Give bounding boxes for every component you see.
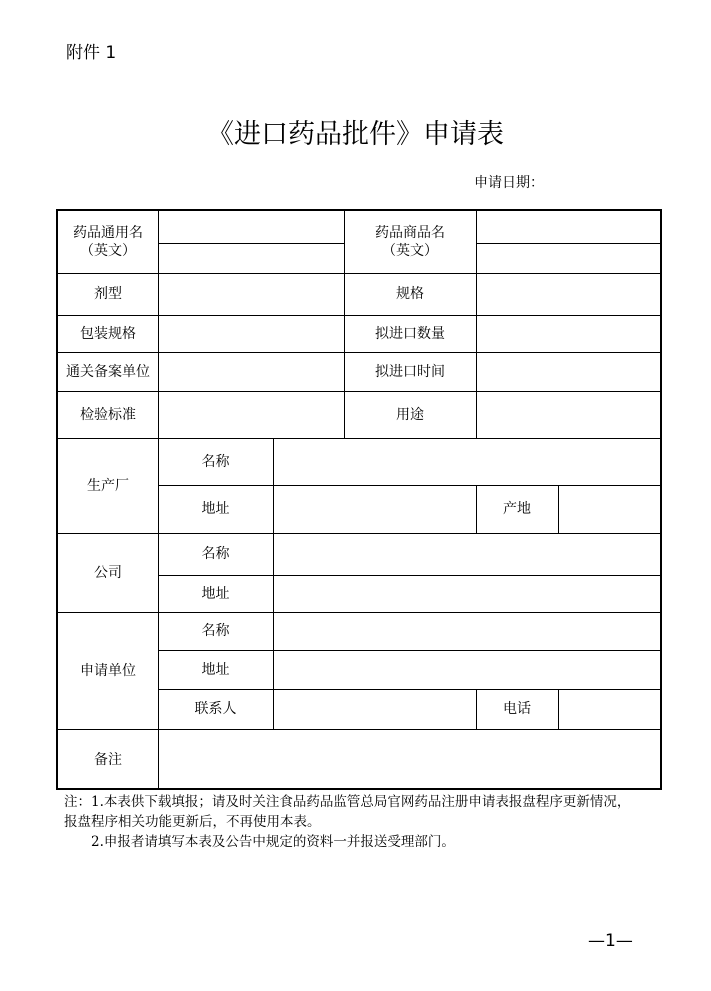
trade-name-en-text: （英文） (382, 243, 438, 259)
phone-input[interactable] (560, 691, 661, 728)
contact-person-input[interactable] (275, 691, 475, 728)
application-date-label: 申请日期： (474, 175, 544, 191)
manufacturer-label: 生产厂 (87, 477, 129, 494)
usage-label: 用途 (396, 406, 424, 423)
package-spec-input[interactable] (160, 317, 343, 351)
applicant-address-input[interactable] (275, 652, 661, 688)
applicant-name-label: 名称 (201, 623, 230, 639)
inspection-standard-label: 检验标准 (80, 406, 136, 423)
trade-name-text: 药品商品名 (375, 225, 445, 241)
customs-unit-input[interactable] (160, 354, 343, 390)
dosage-form-label: 剂型 (94, 286, 122, 302)
contact-person-label: 联系人 (194, 701, 237, 717)
generic-name-en-input[interactable] (160, 245, 343, 272)
origin-label: 产地 (503, 501, 531, 517)
origin-input[interactable] (560, 487, 661, 532)
remarks-label: 备注 (94, 751, 122, 768)
applicant-label: 申请单位 (80, 662, 136, 679)
trade-name-input[interactable] (478, 212, 661, 242)
manufacturer-address-label: 地址 (201, 501, 230, 517)
generic-name-label (58, 211, 158, 273)
page-number: —1— (588, 931, 633, 951)
dosage-form-input[interactable] (160, 275, 343, 314)
planned-quantity-label: 拟进口数量 (375, 325, 445, 342)
specification-label: 规格 (396, 286, 424, 302)
customs-unit-label: 通关备案单位 (66, 363, 150, 380)
note-line-3: 2.申报者请填写本表及公告中规定的资料一并报送受理部门。 (91, 834, 455, 850)
application-form-table (56, 209, 662, 790)
phone-label: 电话 (503, 701, 531, 717)
company-name-input[interactable] (275, 535, 661, 574)
company-name-label: 名称 (201, 546, 230, 562)
manufacturer-name-input[interactable] (275, 440, 661, 484)
trade-name-label (344, 211, 476, 273)
generic-name-input[interactable] (160, 212, 343, 242)
note-line-2: 报盘程序相关功能更新后，不再使用本表。 (64, 814, 321, 830)
form-title: 《进口药品批件》申请表 (207, 119, 504, 150)
trade-name-en-input[interactable] (478, 245, 661, 272)
manufacturer-address-input[interactable] (275, 487, 475, 532)
remarks-input[interactable] (160, 731, 661, 789)
attachment-label: 附件 1 (66, 43, 117, 63)
note-line-1: 注：1.本表供下载填报；请及时关注食品药品监管总局官网药品注册申请表报盘程序更新情况， (64, 794, 631, 810)
generic-name-text: 药品通用名 (73, 225, 143, 241)
planned-quantity-input[interactable] (478, 317, 661, 351)
planned-time-label: 拟进口时间 (375, 363, 445, 380)
company-label: 公司 (94, 564, 122, 581)
applicant-address-label: 地址 (201, 661, 230, 678)
company-address-label: 地址 (201, 585, 230, 602)
manufacturer-name-label: 名称 (201, 453, 230, 470)
package-spec-label: 包装规格 (80, 325, 136, 342)
generic-name-en-text: （英文） (80, 243, 136, 259)
usage-input[interactable] (478, 393, 661, 437)
inspection-standard-input[interactable] (160, 393, 343, 437)
company-address-input[interactable] (275, 577, 661, 611)
specification-input[interactable] (478, 275, 661, 314)
planned-time-input[interactable] (478, 354, 661, 390)
applicant-name-input[interactable] (275, 614, 661, 649)
